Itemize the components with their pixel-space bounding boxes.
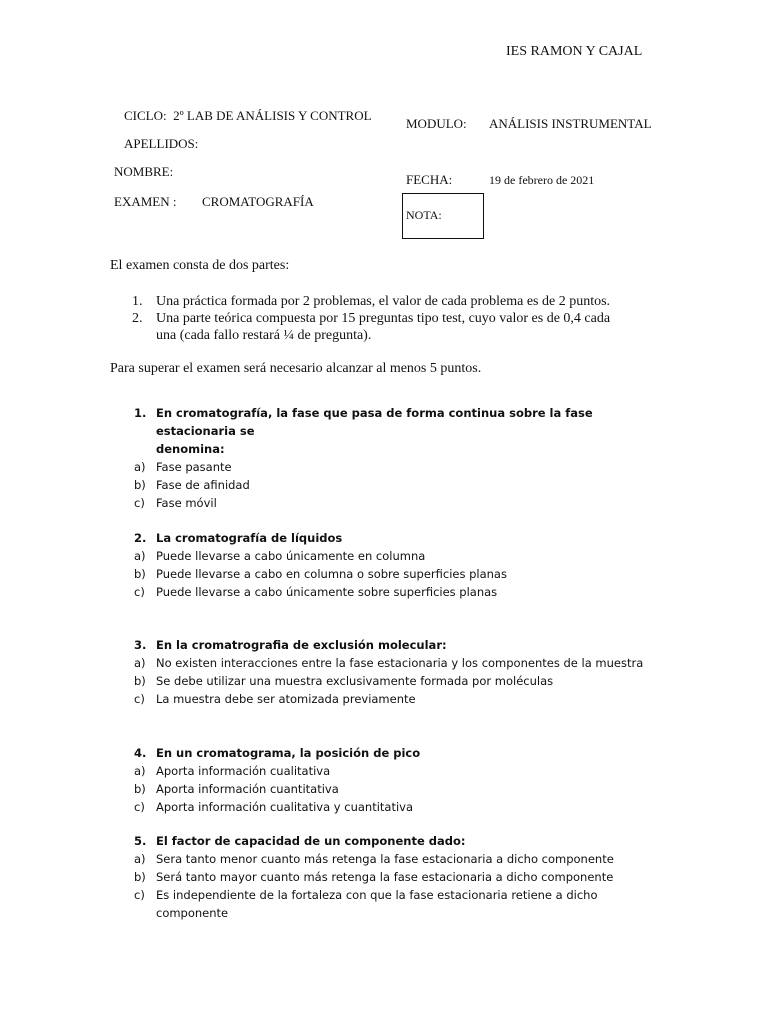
option-text: Puede llevarse a cabo en columna o sobre superficies planas [156, 567, 507, 581]
option-text: Fase de afinidad [156, 478, 250, 492]
option-letter: a) [134, 460, 146, 474]
question-stem-text-cont: denomina: [156, 442, 225, 456]
question-1 [134, 404, 654, 512]
ciclo-label: CICLO: [124, 108, 167, 123]
question-stem-text: En un cromatograma, la posición de pico [156, 746, 421, 760]
question-5 [134, 832, 654, 922]
school-name: IES RAMON Y CAJAL [506, 44, 643, 59]
ciclo-line [124, 108, 372, 124]
option-text: Sera tanto menor cuanto más retenga la fase estacionaria a dicho componente [156, 852, 614, 866]
option-letter: a) [134, 852, 146, 866]
answer-option-c[interactable] [134, 494, 654, 512]
modulo-value: ANÁLISIS INSTRUMENTAL [489, 116, 652, 131]
question-4 [134, 744, 654, 816]
question-stem [134, 529, 654, 547]
option-letter: b) [134, 567, 146, 581]
option-letter: a) [134, 764, 146, 778]
intro-part-number: 1. [132, 294, 143, 309]
option-letter: a) [134, 656, 146, 670]
option-letter: b) [134, 674, 146, 688]
option-letter: c) [134, 692, 145, 706]
question-number: 5. [134, 834, 147, 848]
option-letter: c) [134, 496, 145, 510]
examen-value: CROMATOGRAFÍA [202, 194, 314, 209]
option-text: Puede llevarse a cabo únicamente sobre superficies planas [156, 585, 498, 599]
fecha-value: 19 de febrero de 2021 [489, 173, 595, 187]
option-letter: a) [134, 549, 146, 563]
question-stem [134, 404, 654, 458]
option-text: Fase pasante [156, 460, 232, 474]
answer-option-b[interactable] [134, 780, 654, 798]
answer-option-a[interactable] [134, 547, 654, 565]
intro-part-2 [132, 310, 672, 344]
apellidos-label: APELLIDOS: [124, 136, 199, 151]
answer-option-a[interactable] [134, 458, 654, 476]
question-stem-text: La cromatografía de líquidos [156, 531, 343, 545]
question-stem [134, 744, 654, 762]
answer-option-a[interactable] [134, 850, 654, 868]
question-stem-text: En la cromatrografia de exclusión molecular: [156, 638, 447, 652]
answer-option-c[interactable] [134, 798, 654, 816]
pass-note: Para superar el examen será necesario alcanzar al menos 5 puntos. [110, 361, 482, 376]
option-letter: c) [134, 585, 145, 599]
option-text: Aporta información cualitativa y cuantitativa [156, 800, 414, 814]
nombre-label: NOMBRE: [114, 164, 174, 179]
question-stem [134, 636, 654, 654]
intro-lead: El examen consta de dos partes: [110, 258, 290, 273]
option-letter: c) [134, 800, 145, 814]
option-text: Es independiente de la fortaleza con que la fase estacionaria retiene a dicho [156, 888, 598, 902]
option-text: Puede llevarse a cabo únicamente en columna [156, 549, 426, 563]
option-letter: c) [134, 888, 145, 902]
option-text: Aporta información cuantitativa [156, 782, 339, 796]
option-letter: b) [134, 870, 146, 884]
answer-option-c[interactable] [134, 690, 654, 708]
option-text: La muestra debe ser atomizada previamente [156, 692, 416, 706]
question-number: 4. [134, 746, 147, 760]
question-3 [134, 636, 654, 708]
answer-option-a[interactable] [134, 654, 654, 672]
intro-part-text-cont: una (cada fallo restará ¼ de pregunta). [156, 328, 372, 343]
option-text-cont: componente [156, 906, 229, 920]
question-number: 1. [134, 406, 147, 420]
answer-option-b[interactable] [134, 565, 654, 583]
nota-label: NOTA: [406, 208, 442, 222]
ciclo-value: 2º LAB DE ANÁLISIS Y CONTROL [173, 108, 372, 123]
question-2 [134, 529, 654, 601]
option-text: No existen interacciones entre la fase estacionaria y los componentes de la muestra [156, 656, 644, 670]
option-text: Fase móvil [156, 496, 217, 510]
answer-option-a[interactable] [134, 762, 654, 780]
option-letter: b) [134, 782, 146, 796]
question-stem [134, 832, 654, 850]
question-number: 3. [134, 638, 147, 652]
answer-option-b[interactable] [134, 476, 654, 494]
intro-part-text: Una parte teórica compuesta por 15 preguntas tipo test, cuyo valor es de 0,4 cada [156, 311, 611, 326]
answer-option-b[interactable] [134, 672, 654, 690]
answer-option-c[interactable] [134, 583, 654, 601]
option-text: Se debe utilizar una muestra exclusivamente formada por moléculas [156, 674, 554, 688]
option-letter: b) [134, 478, 146, 492]
question-number: 2. [134, 531, 147, 545]
question-stem-text: En cromatografía, la fase que pasa de forma continua sobre la fase estacionaria se [156, 406, 593, 438]
intro-parts-list [132, 293, 672, 344]
option-text: Aporta información cualitativa [156, 764, 331, 778]
question-stem-text: El factor de capacidad de un componente dado: [156, 834, 466, 848]
intro-part-1 [132, 293, 672, 310]
intro-part-text: Una práctica formada por 2 problemas, el valor de cada problema es de 2 puntos. [156, 294, 611, 309]
intro-part-number: 2. [132, 311, 143, 326]
answer-option-c[interactable] [134, 886, 654, 922]
examen-label: EXAMEN : [114, 194, 177, 209]
option-text: Será tanto mayor cuanto más retenga la fase estacionaria a dicho componente [156, 870, 614, 884]
fecha-label: FECHA: [406, 172, 453, 187]
modulo-label: MODULO: [406, 116, 467, 131]
answer-option-b[interactable] [134, 868, 654, 886]
